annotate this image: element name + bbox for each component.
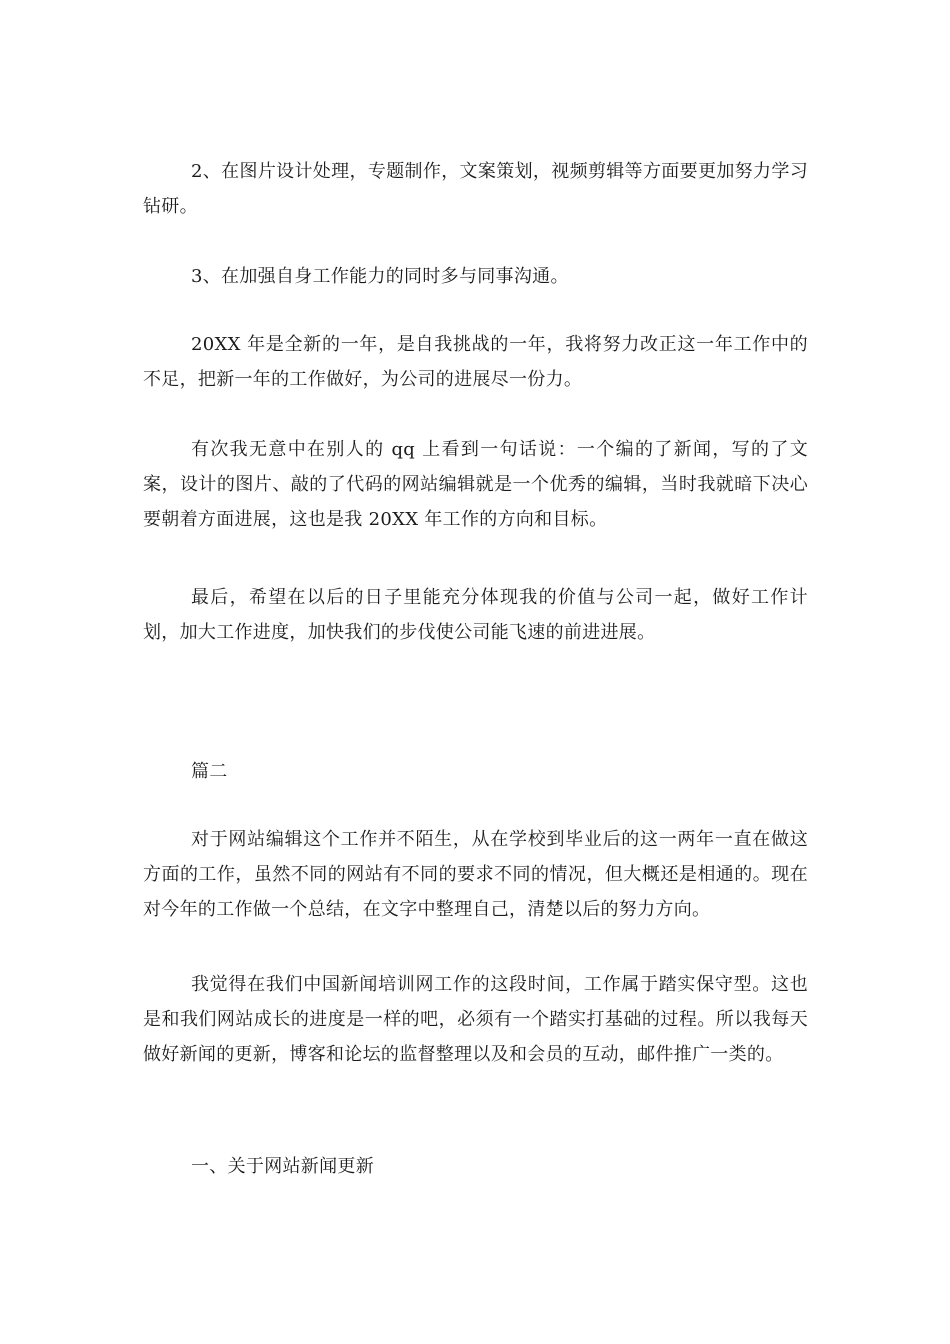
paragraph-conclusion: 最后，希望在以后的日子里能充分体现我的价值与公司一起，做好工作计划，加大工作进度，加快我们的步伐使公司能飞速的前进进展。 <box>143 587 808 643</box>
paragraph-website-editing-intro: 对于网站编辑这个工作并不陌生，从在学校到毕业后的这一两年一直在做这方面的工作，虽然不同的网站有不同的要求不同的情况，但大概还是相通的。现在对今年的工作做一个总结，在文字中整理自己，清楚以后的努力方向。 <box>143 829 808 920</box>
section-heading-part-two: 篇二 <box>191 761 228 782</box>
section-heading-news-update: 一、关于网站新闻更新 <box>191 1156 374 1177</box>
paragraph-qq-quote: 有次我无意中在别人的 qq 上看到一句话说：一个编的了新闻，写的了文案，设计的图片、敲的了代码的网站编辑就是一个优秀的编辑，当时我就暗下决心要朝着方面进展，这也是我 20XX 年工作的方向和目标。 <box>143 439 808 530</box>
paragraph-study-goal: 2、在图片设计处理，专题制作，文案策划，视频剪辑等方面要更加努力学习钻研。 <box>143 161 808 217</box>
paragraph-work-summary: 我觉得在我们中国新闻培训网工作的这段时间，工作属于踏实保守型。这也是和我们网站成长的进度是一样的吧，必须有一个踏实打基础的过程。所以我每天做好新闻的更新，博客和论坛的监督整理以及和会员的互动，邮件推广一类的。 <box>143 974 808 1065</box>
paragraph-communication-goal: 3、在加强自身工作能力的同时多与同事沟通。 <box>191 266 569 287</box>
paragraph-new-year: 20XX 年是全新的一年，是自我挑战的一年，我将努力改正这一年工作中的不足，把新一年的工作做好，为公司的进展尽一份力。 <box>143 334 808 390</box>
